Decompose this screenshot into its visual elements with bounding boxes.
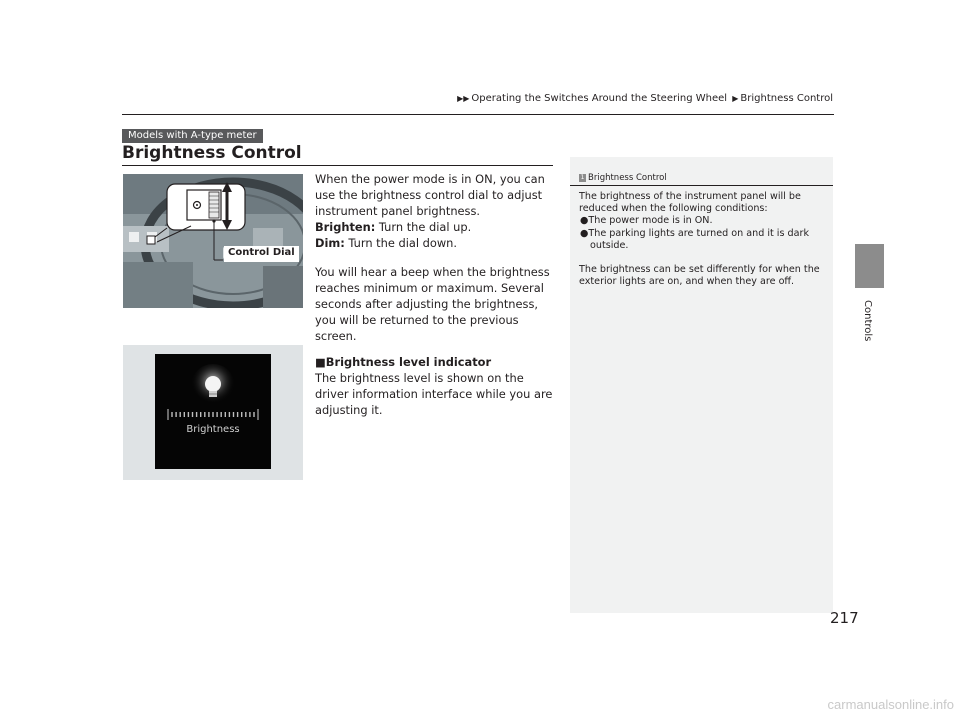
intro-paragraph: When the power mode is in ON, you can use the brightness control dial to adjust instrument panel brightness. <box>315 172 545 218</box>
note-number: 1 <box>580 174 585 181</box>
bullet-icon: ● <box>580 227 589 239</box>
note-intro: The brightness of the instrument panel will be reduced when the following conditions: <box>579 191 801 215</box>
title-rule <box>122 165 553 166</box>
subheading-text: Brightness level indicator <box>325 355 492 369</box>
beep-paragraph: You will hear a beep when the brightness reaches minimum or maximum. Several seconds after adjusting the brightness, you will be returned to the previous screen. <box>315 265 550 343</box>
indicator-paragraph: The brightness level is shown on the driver information interface while you are adjusting it. <box>315 371 553 417</box>
brighten-line <box>315 219 553 235</box>
arrow-icon: ▶ <box>732 94 739 103</box>
breadcrumb-current: Brightness Control <box>740 93 833 104</box>
brightness-display-illustration <box>155 354 271 469</box>
control-dial-photo <box>123 174 303 308</box>
section-tab-label: Controls <box>862 300 873 342</box>
bullet-icon: ● <box>580 215 589 227</box>
main-text <box>315 171 553 418</box>
page-title: Brightness Control <box>122 143 302 163</box>
note-rule <box>570 185 833 186</box>
note-title <box>579 173 667 183</box>
control-dial-illustration <box>123 174 303 308</box>
model-badge: Models with A-type meter <box>122 129 263 143</box>
subheading <box>315 354 553 370</box>
note-title-text: Brightness Control <box>588 173 667 183</box>
breadcrumb-parent: Operating the Switches Around the Steering Wheel <box>471 93 728 104</box>
breadcrumb <box>300 93 833 104</box>
note-body <box>579 191 829 288</box>
dim-line <box>315 235 553 251</box>
control-dial-callout: Control Dial <box>228 247 295 258</box>
page-number: 217 <box>830 609 859 627</box>
dim-text: Turn the dial down. <box>344 236 458 250</box>
brightness-caption: Brightness <box>186 424 240 435</box>
watermark: carmanualsonline.info <box>827 697 954 712</box>
header-rule <box>122 114 834 115</box>
note-bullet: ●The parking lights are turned on and it is dark outside. <box>580 227 809 251</box>
brighten-text: Turn the dial up. <box>375 220 472 234</box>
section-tab <box>855 244 884 288</box>
dim-label: Dim: <box>315 236 345 250</box>
note-bullet: ●The power mode is in ON. <box>580 215 713 227</box>
arrow-icon: ▶▶ <box>457 94 470 103</box>
note-extra: The brightness can be set differently for when the exterior lights are on, and when they are off. <box>579 264 820 288</box>
brightness-level-ticks <box>172 412 254 417</box>
brighten-label: Brighten: <box>315 220 376 234</box>
brightness-display <box>155 354 271 469</box>
square-bullet-icon: ■ <box>315 355 326 369</box>
